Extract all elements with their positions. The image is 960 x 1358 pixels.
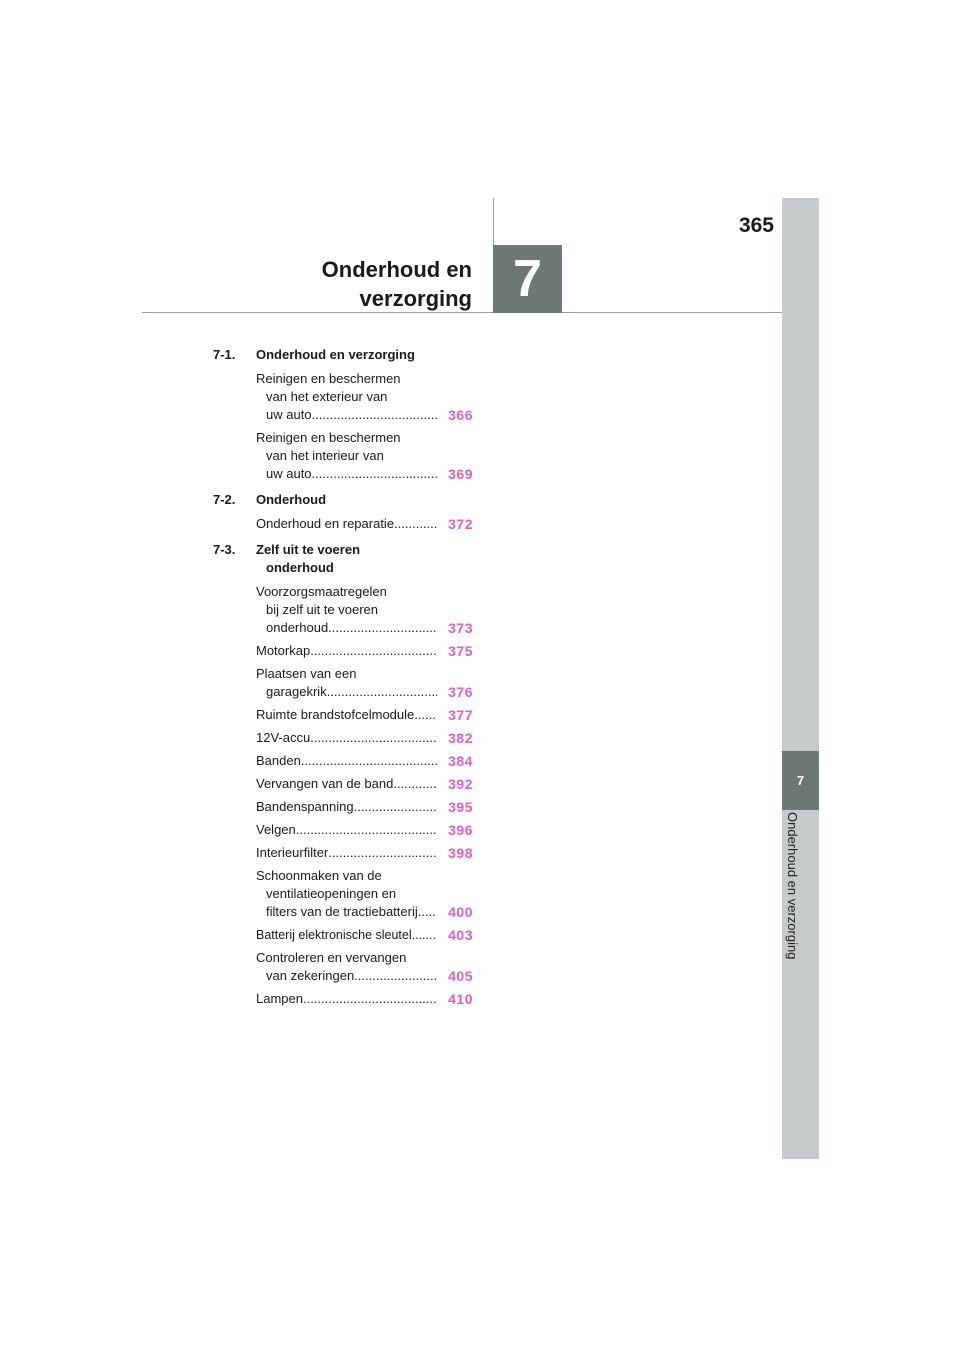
entry-text: Voorzorgsmaatregelen [256,584,387,599]
entry-text: Motorkap [256,643,311,658]
page-ref[interactable]: 375 [448,643,473,659]
section-heading [213,541,473,577]
entry-text: Bandenspanning [256,799,354,814]
section-title-line1: Zelf uit te voeren [256,542,361,557]
page-ref[interactable]: 405 [448,968,473,984]
page-ref[interactable]: 366 [448,407,473,423]
page-ref[interactable]: 410 [448,991,473,1007]
entry-text: Interieurfilter [256,845,329,860]
entry-text: van het exterieur van [266,389,388,404]
toc-entry[interactable] [256,949,473,985]
entry-text: Velgen [256,822,296,837]
header-vertical-rule [493,198,494,245]
entry-text: Plaatsen van een [256,666,357,681]
chapter-title [280,255,472,313]
entry-text: onderhoud [266,620,329,635]
toc-entry[interactable] [256,867,473,921]
leader-dots [312,406,437,424]
page-ref[interactable]: 382 [448,730,473,746]
page-number: 365 [738,214,774,237]
page-ref[interactable]: 396 [448,822,473,838]
section-number: 7-2. [213,492,236,507]
entry-text: Onderhoud en reparatie [256,516,395,531]
leader-dots [328,844,437,862]
leader-dots [354,967,437,985]
toc-entry[interactable] [256,583,473,637]
toc-entry[interactable] [256,370,473,424]
section-title-line2: onderhoud [266,560,334,575]
page-ref[interactable]: 384 [448,753,473,769]
entry-text: Ruimte brandstofcelmodule [256,707,415,722]
leader-dots [414,706,437,724]
page-ref[interactable]: 377 [448,707,473,723]
sidebar-bar [782,198,819,1159]
entry-text: 12V-accu [256,730,311,745]
entry-text: Lampen [256,991,303,1006]
page-ref[interactable]: 373 [448,620,473,636]
leader-dots [301,752,437,770]
entry-text: filters van de tractiebatterij [266,904,418,919]
entry-text: Schoonmaken van de [256,868,382,883]
entry-text: Batterij elektronische sleutel [256,928,412,942]
leader-dots [412,926,437,944]
toc-entry[interactable] [256,775,473,793]
section-heading [213,491,473,509]
entry-text: uw auto [266,407,312,422]
leader-dots [303,990,437,1008]
sidebar-label-text: Onderhoud en verzorging [785,812,800,960]
leader-dots [327,683,437,701]
section-heading [213,346,473,364]
section-title [256,541,473,577]
section-title: Onderhoud en verzorging [256,347,415,362]
section-number: 7-3. [213,542,236,557]
toc-entry[interactable] [256,821,473,839]
entry-text: van het interieur van [266,448,384,463]
toc-entry[interactable] [256,706,473,724]
page-ref[interactable]: 392 [448,776,473,792]
page-ref[interactable]: 403 [448,927,473,943]
page-ref[interactable]: 376 [448,684,473,700]
entry-text: van zekeringen [266,968,355,983]
entry-text: ventilatieopeningen en [266,886,397,901]
entry-text: Reinigen en beschermen [256,371,401,386]
page-ref[interactable]: 369 [448,466,473,482]
section-title: Onderhoud [256,492,327,507]
leader-dots [310,642,437,660]
entry-text: bij zelf uit te voeren [266,602,379,617]
sidebar-chapter-tab[interactable]: 7 [782,751,819,810]
toc-entry[interactable] [256,429,473,483]
chapter-title-line2: verzorging [359,286,472,311]
section-number: 7-1. [213,347,236,362]
leader-dots [296,821,437,839]
page-ref[interactable]: 398 [448,845,473,861]
toc-entry[interactable] [256,665,473,701]
leader-dots [394,515,437,533]
entry-text: Vervangen van de band [256,776,394,791]
toc-entry[interactable] [256,926,473,944]
toc-entry[interactable] [256,844,473,862]
page-ref[interactable]: 395 [448,799,473,815]
toc-entry[interactable] [256,729,473,747]
leader-dots [393,775,437,793]
table-of-contents [213,346,473,1013]
chapter-number-box: 7 [493,245,562,313]
toc-entry[interactable] [256,642,473,660]
leader-dots [418,903,437,921]
toc-entry[interactable] [256,752,473,770]
leader-dots [328,619,437,637]
entry-text: uw auto [266,466,312,481]
leader-dots [310,729,437,747]
leader-dots [354,798,437,816]
page-ref[interactable]: 372 [448,516,473,532]
entry-text: Banden [256,753,301,768]
leader-dots [312,465,437,483]
chapter-title-line1: Onderhoud en [321,257,472,282]
toc-entry[interactable] [256,990,473,1008]
page-ref[interactable]: 400 [448,904,473,920]
entry-text: Reinigen en beschermen [256,430,401,445]
entry-text: garagekrik [266,684,327,699]
toc-entry[interactable] [256,515,473,533]
toc-entry[interactable] [256,798,473,816]
entry-text: Controleren en vervangen [256,950,407,965]
